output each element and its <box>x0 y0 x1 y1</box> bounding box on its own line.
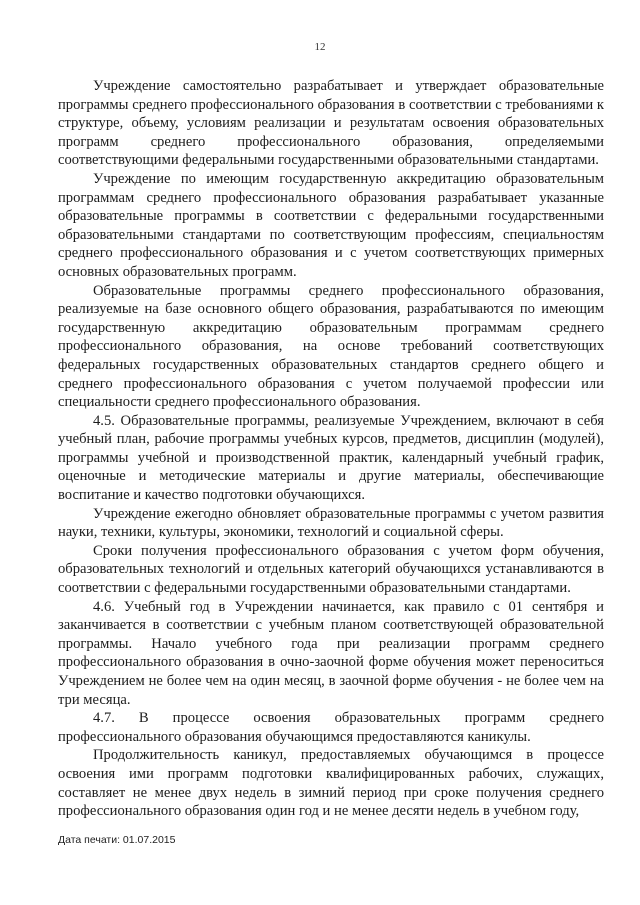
paragraph: Учреждение по имеющим государственную аккредитацию образовательным программам среднего профессионального образования разрабатывает указанные образовательные программы в соответствии с федеральными государственными образовательными стандартами по соответствующим профессиям, специальностям среднего профессионального образования и с учетом соответствующих примерных основных образовательных программ. <box>58 170 604 280</box>
page-number: 12 <box>314 41 326 53</box>
paragraph: Сроки получения профессионального образования с учетом форм обучения, образовательных технологий и отдельных категорий обучающихся устанавливаются в соответствии с федеральными государственными образовательными стандартами. <box>58 542 604 597</box>
paragraph: Учреждение ежегодно обновляет образовательные программы с учетом развития науки, техники, культуры, экономики, технологий и социальной сферы. <box>58 505 604 541</box>
paragraph: Учреждение самостоятельно разрабатывает и утверждает образовательные программы среднего профессионального образования в соответствии с требованиями к структуре, объему, условиям реализации и результатам освоения образовательных программ среднего профессионального образования, определяемыми соответствующими федеральными государственными образовательными стандартами. <box>58 78 604 169</box>
paragraph: Образовательные программы среднего профессионального образования, реализуемые на базе основного общего образования, разрабатываются по имеющим государственную аккредитацию образовательным программам среднего профессионального образования, на основе требований соответствующих федеральных государственных образовательных стандартов среднего общего и среднего профессионального образования с учетом получаемой профессии или специальности среднего профессионального образования. <box>58 282 604 411</box>
document-body <box>58 77 604 821</box>
print-date: Дата печати: 01.07.2015 <box>58 834 176 846</box>
paragraph: 4.6. Учебный год в Учреждении начинается, как правило с 01 сентября и заканчивается в соответствии с учебным планом соответствующей образовательной программы. Начало учебного года при реализации программ среднего профессионального образования в очно-заочной форме обучения может переноситься Учреждением не более чем на один месяц, в заочной форме обучения - не более чем на три месяца. <box>58 598 604 708</box>
paragraph: 4.7. В процессе освоения образовательных программ среднего профессионального образования обучающимся предоставляются каникулы. <box>58 710 604 745</box>
paragraph: Продолжительность каникул, предоставляемых обучающимся в процессе освоения ими программ подготовки квалифицированных рабочих, служащих, составляет не менее двух недель в зимний период при сроке получения среднего профессионального образования один год и не менее десяти недель в учебном году, <box>58 747 604 820</box>
paragraph: 4.5. Образовательные программы, реализуемые Учреждением, включают в себя учебный план, рабочие программы учебных курсов, предметов, дисциплин (модулей), программы учебной и производственной практик, календарный учебный график, оценочные и методические материалы и другие материалы, обеспечивающие воспитание и качество подготовки обучающихся. <box>58 412 604 504</box>
